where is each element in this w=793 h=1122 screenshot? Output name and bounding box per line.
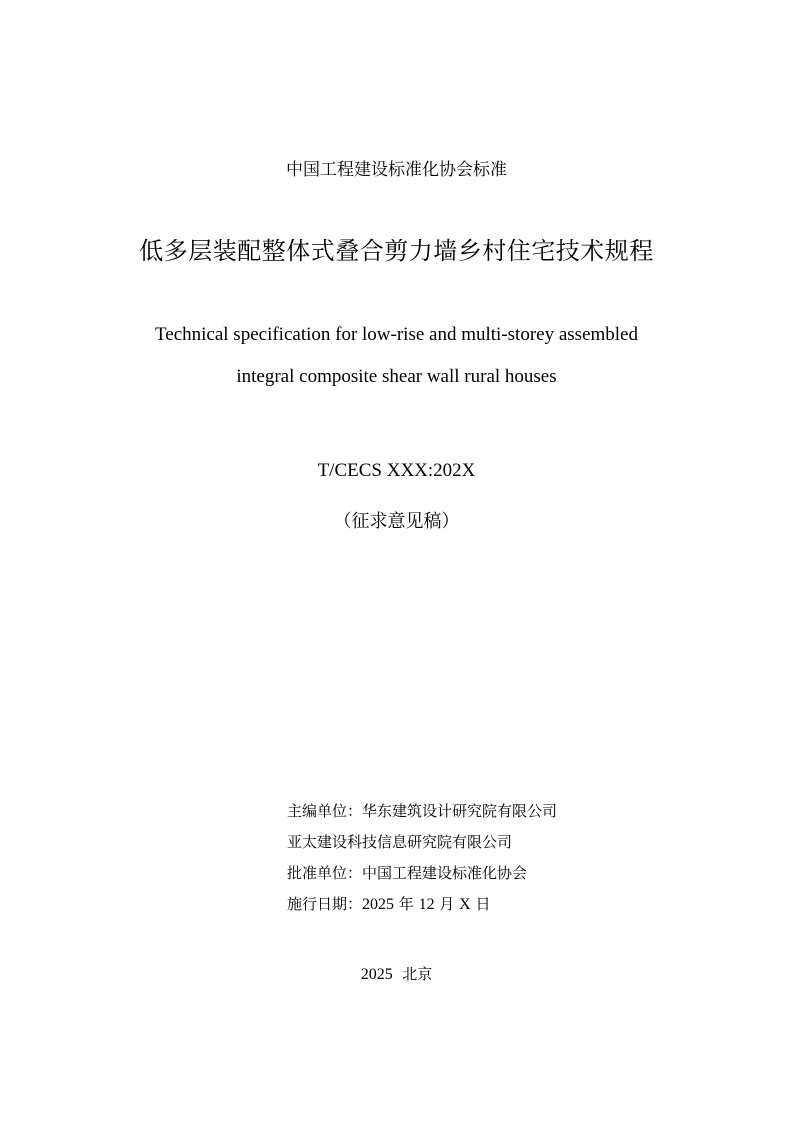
effective-date-line — [287, 889, 557, 920]
draft-status: （征求意见稿） — [333, 511, 460, 532]
document-title-english-line-2: integral composite shear wall rural houses — [236, 366, 557, 387]
effective-date-label: 施行日期： — [287, 895, 363, 913]
document-title-chinese: 低多层装配整体式叠合剪力墙乡村住宅技术规程 — [139, 237, 654, 265]
standard-code: T/CECS XXX:202X — [317, 460, 476, 481]
footer-city: 北京 — [402, 965, 433, 983]
approver-line — [287, 858, 557, 889]
publication-footer — [0, 963, 793, 986]
year-unit: 年 — [398, 895, 414, 913]
approver-value: 中国工程建设标准化协会 — [362, 864, 528, 882]
co-editor-line — [287, 827, 557, 858]
effective-year: 2025 — [362, 896, 395, 913]
co-editor-value: 亚太建设科技信息研究院有限公司 — [287, 833, 513, 851]
effective-month: 12 — [418, 896, 435, 913]
organization-title: 中国工程建设标准化协会标准 — [286, 160, 507, 180]
editor-value: 华东建筑设计研究院有限公司 — [362, 802, 558, 820]
editor-line — [287, 796, 557, 827]
approver-label: 批准单位： — [287, 864, 363, 882]
effective-day: X — [459, 896, 471, 913]
footer-year: 2025 — [360, 966, 393, 983]
document-title-english-line-1: Technical specification for low-rise and multi-storey assembled — [154, 324, 638, 345]
publication-info — [287, 796, 557, 920]
day-unit: 日 — [475, 895, 491, 913]
editor-label: 主编单位： — [287, 802, 363, 820]
month-unit: 月 — [439, 895, 455, 913]
